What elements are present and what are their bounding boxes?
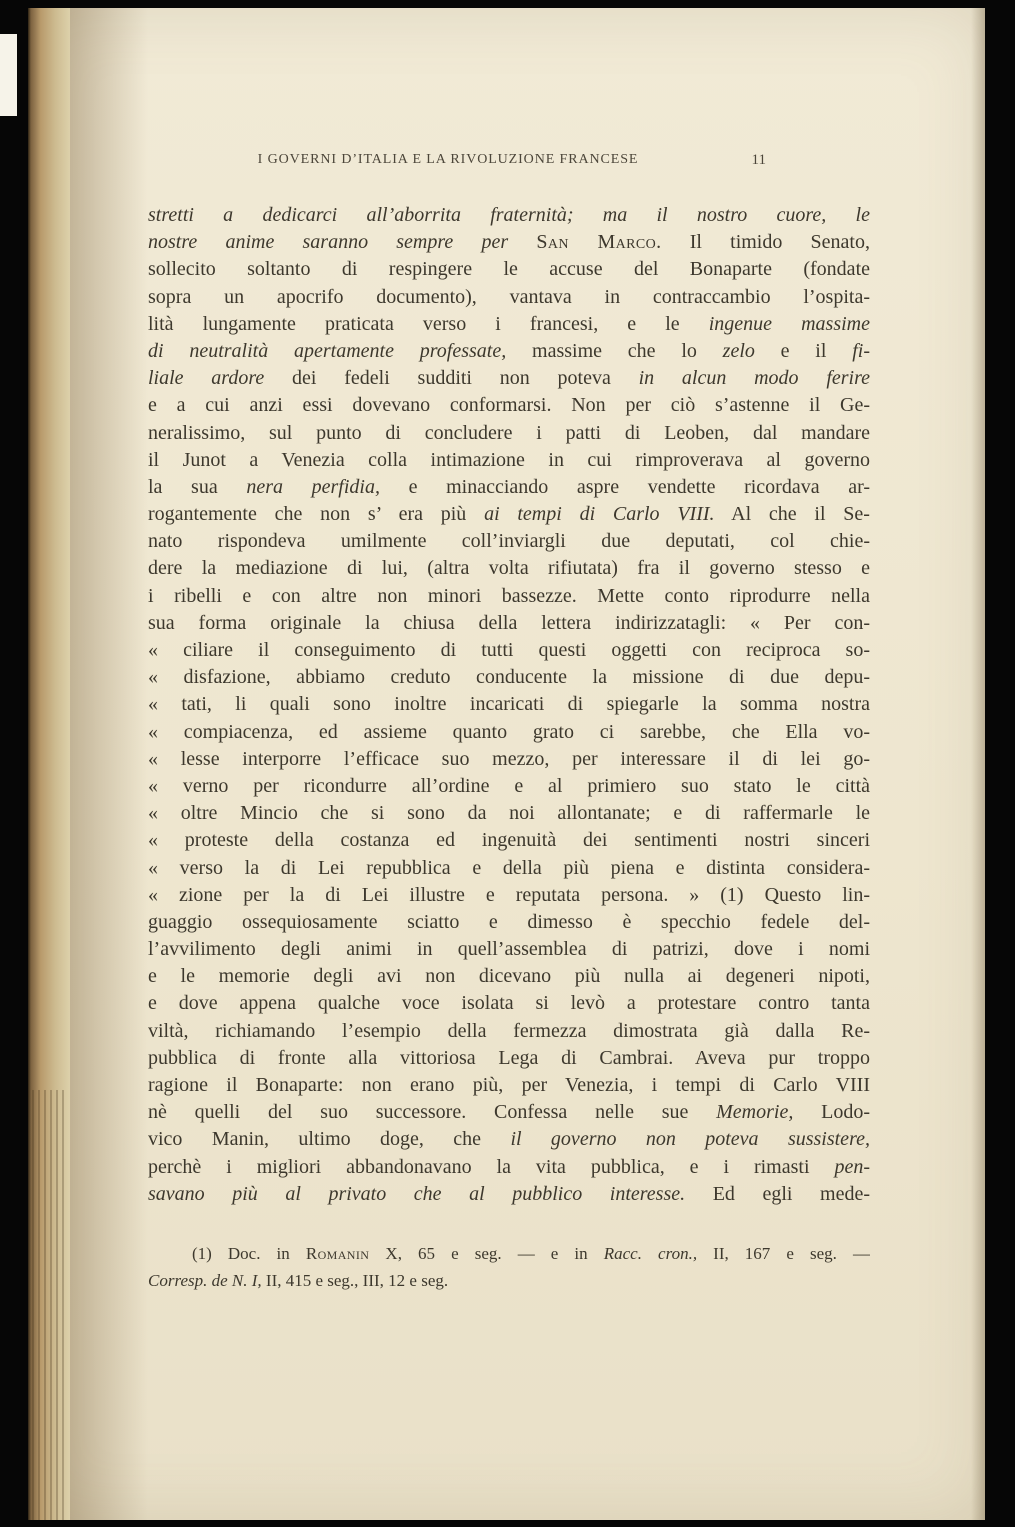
text-segment: ingenue massime [708,312,870,335]
text-line [148,963,870,990]
text-segment: « tati, li quali sono inoltre incaricati di spiegarle la somma nostra [148,693,870,716]
text-line [148,1045,870,1072]
text-line [148,827,870,854]
text-segment: nera perfidia, [246,475,380,498]
text-segment: dei fedeli sudditi non poteva [264,367,639,390]
text-segment: fi- [852,339,870,362]
text-segment: perchè i migliori abbandonavano la vita pubblica, e i rimasti [148,1155,835,1178]
text-line [148,420,870,447]
text-line [148,990,870,1017]
text-line [148,637,870,664]
text-segment: il governo non poteva sussistere, [510,1128,870,1151]
text-segment: i ribelli e con altre non minori bassezze. Mette conto riprodurre nella [148,584,870,607]
text-segment: la sua [148,475,247,498]
book-page [28,8,985,1520]
text-segment: Corresp. de N. I, [148,1270,262,1290]
text-segment: Racc. cron., [603,1243,698,1263]
text-line [148,555,870,582]
text-segment: e le memorie degli avi non dicevano più nulla ai degeneri nipoti, [148,965,870,988]
text-segment: viltà, richiamando l’esempio della fermezza dimostrata già dalla Re- [148,1019,870,1042]
text-segment: neralissimo, sul punto di concludere i patti di Leoben, dal mandare [148,421,870,444]
text-segment: « oltre Mincio che si sono da noi allontanate; e di raffermarle le [148,802,870,825]
text-segment: zelo [722,339,755,362]
text-segment: sopra un apocrifo documento), vantava in contraccambio l’ospita- [148,285,870,308]
text-segment: « verno per ricondurre all’ordine e al primiero suo stato le città [148,774,870,797]
text-segment: guaggio ossequiosamente sciatto e dimesso è specchio fedele del- [148,910,870,933]
text-line [148,311,870,338]
text-line [148,583,870,610]
text-segment: « zione per la di Lei illustre e reputata persona. » (1) Questo lin- [148,883,870,906]
text-segment: « lesse interporre l’efficace suo mezzo, per interessare il di lei go- [148,747,870,770]
text-segment: stretti a dedicarci all’aborrita fraternità; ma il nostro cuore, le [148,204,870,226]
text-segment: « disfazione, abbiamo creduto conducente la missione di due depu- [148,666,870,689]
text-segment: e a cui anzi essi dovevano conformarsi. Non per ciò s’astenne il Ge- [148,394,870,417]
text-line [148,338,870,365]
text-line [148,1099,870,1126]
scanner-edge-artifact [0,34,17,116]
text-segment: massime che lo [506,339,723,362]
text-segment: il Junot a Venezia colla intimazione in cui rimproverava al governo [148,448,870,471]
text-segment: di neutralità apertamente professate, [148,339,507,362]
text-segment: Lodo- [793,1101,870,1124]
text-line [148,800,870,827]
text-segment: Romanin [305,1243,370,1263]
text-segment: « verso la di Lei repubblica e della più piena e distinta considera- [148,856,870,879]
text-line [148,1181,870,1208]
text-line [148,610,870,637]
text-segment: San Marco. [536,231,662,254]
text-segment: Ed egli mede- [685,1182,870,1205]
text-segment: e dove appena qualche voce isolata si levò a protestare contro tanta [148,992,870,1015]
text-line [148,365,870,392]
text-segment: « ciliare il conseguimento di tutti questi oggetti con reciproca so- [148,639,870,661]
text-segment: in alcun modo ferire [638,367,870,390]
text-segment: II, 415 e seg., III, 12 e seg. [261,1270,449,1290]
text-line [148,474,870,501]
text-segment: Al che il Se- [714,503,870,526]
text-segment: Il timido Senato, [661,231,870,254]
text-line [148,1240,870,1267]
running-header [148,152,870,174]
text-segment: vico Manin, ultimo doge, che [148,1128,511,1151]
text-line [148,528,870,555]
text-segment: II, 167 e seg. — [697,1243,870,1263]
text-line [148,855,870,882]
text-line [148,691,870,718]
text-line [148,284,870,311]
text-segment: lità lungamente praticata verso i francesi, e le [148,312,709,335]
page-right-shadow [971,8,985,1520]
text-segment: nè quelli del suo successore. Confessa nelle sue [148,1101,717,1124]
text-segment: rogantemente che non s’ era più [148,503,485,526]
text-segment: sollecito soltanto di respingere le accuse del Bonaparte (fondate [148,258,870,281]
text-line [148,746,870,773]
text-line [148,256,870,283]
text-line [148,447,870,474]
text-line [148,1126,870,1153]
text-segment: savano più al privato che al pubblico interesse. [148,1182,686,1205]
text-segment: Memorie, [716,1101,794,1124]
text-line [148,202,870,229]
text-segment: sua forma originale la chiusa della lettera indirizzatagli: « Per con- [148,611,870,634]
text-line [148,392,870,419]
text-segment: ai tempi di Carlo VIII. [484,503,715,526]
text-segment: « proteste della costanza ed ingenuità dei sentimenti nostri sinceri [148,829,870,852]
text-segment: nato rispondeva umilmente coll’inviargli due deputati, col chie- [148,530,870,553]
text-segment: « compiacenza, ed assieme quanto grato ci sarebbe, che Ella vo- [148,720,870,743]
footnote [148,1240,870,1294]
page-number: 11 [751,152,766,168]
text-segment: pen- [834,1155,870,1178]
text-line [148,882,870,909]
text-line [148,936,870,963]
text-segment: e il [754,339,853,362]
text-line [148,664,870,691]
text-segment: (1) Doc. in [192,1243,306,1263]
text-segment: pubblica di fronte alla vittoriosa Lega di Cambrai. Aveva pur troppo [148,1046,870,1069]
header-title: I GOVERNI D’ITALIA E LA RIVOLUZIONE FRANCESE [257,152,639,167]
text-segment: liale ardore [148,367,265,390]
text-line [148,501,870,528]
text-segment: X, 65 e seg. — e in [369,1243,604,1263]
page-content [148,8,870,1294]
text-line [148,1267,870,1294]
text-segment: nostre anime saranno sempre per [148,231,537,254]
text-line [148,229,870,256]
text-line [148,909,870,936]
text-segment: ragione il Bonaparte: non erano più, per Venezia, i tempi di Carlo VIII [148,1074,870,1096]
text-line [148,1072,870,1099]
text-line [148,1154,870,1181]
text-segment: e minacciando aspre vendette ricordava ar- [379,475,870,498]
text-line [148,1018,870,1045]
body-text [148,202,870,1208]
page-edge-lines [32,1090,66,1520]
text-segment: dere la mediazione di lui, (altra volta rifiutata) fra il governo stesso e [148,557,870,580]
text-line [148,719,870,746]
gutter-shadow [70,8,148,1520]
text-segment: l’avvilimento degli animi in quell’assemblea di patrizi, dove i nomi [148,938,870,961]
text-line [148,773,870,800]
